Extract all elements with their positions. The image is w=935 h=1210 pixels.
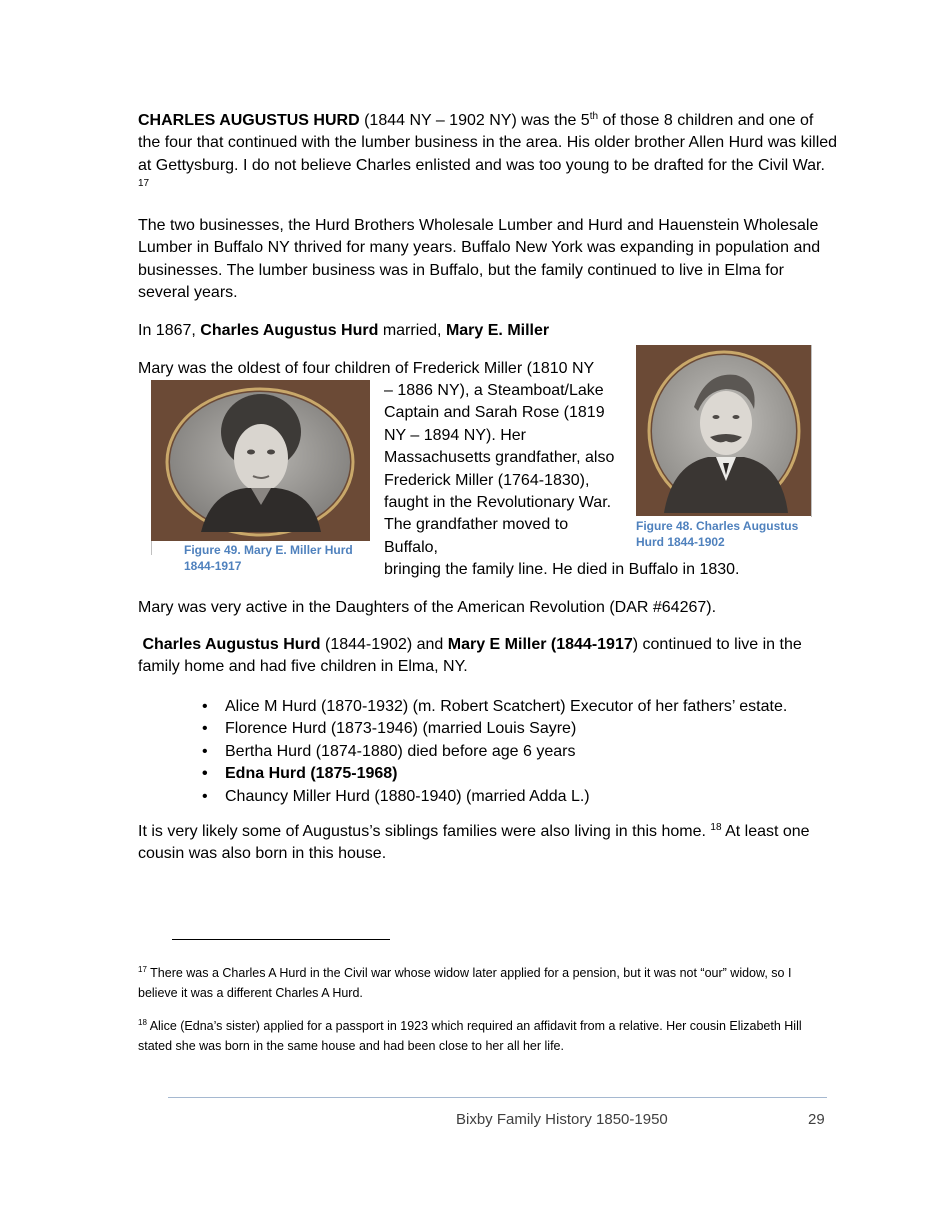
- paragraph-marriage: In 1867, Charles Augustus Hurd married, Mary E. Miller: [138, 322, 550, 339]
- portrait-charles-image: [636, 345, 812, 516]
- portrait-mary-miller-hurd: [151, 380, 370, 541]
- person-name: CHARLES AUGUSTUS HURD: [138, 112, 360, 129]
- caption-figure-49: Figure 49. Mary E. Miller Hurd 1844-1917: [184, 543, 353, 573]
- children-list: [200, 696, 840, 808]
- caption-figure-48: Figure 48. Charles Augustus Hurd 1844-1902: [636, 519, 799, 549]
- paragraph-mary-lineage-last: bringing the family line. He died in Buffalo in 1830.: [384, 561, 740, 578]
- paragraph-mary-lineage-wrap: – 1886 NY), a Steamboat/Lake Captain and Sarah Rose (1819 NY – 1894 NY). Her Massachusetts grandfather, also Frederick Miller (1764-1830), faught in the Revolutionary War. The grandfather moved to Buffalo,: [384, 382, 615, 556]
- paragraph-siblings: It is very likely some of Augustus’s siblings families were also living in this home. $^{18}$ At least one cousin was also born in this house.: [138, 822, 810, 863]
- paragraph-mary-lineage-line1: Mary was the oldest of four children of Frederick Miller (1810 NY: [138, 360, 595, 377]
- footnote-ref-18[interactable]: 18: [710, 822, 722, 833]
- footnote-ref-17[interactable]: 17: [138, 178, 150, 190]
- paragraph-dar: Mary was very active in the Daughters of the American Revolution (DAR #64267).: [138, 599, 717, 616]
- list-item: • Chauncy Miller Hurd (1880-1940) (married Adda L.): [200, 786, 840, 808]
- list-item: • Florence Hurd (1873-1946) (married Louis Sayre): [200, 718, 840, 740]
- paragraph-charles-intro: CHARLES AUGUSTUS HURD (1844 NY – 1902 NY) was the 5th of those 8 children and one of the four that continued with the lumber business in the area. His older brother Allen Hurd was killed at Gettysburg. I do not believe Charles enlisted and was too young to be drafted for the Civil War. $^{17}$: [138, 111, 838, 190]
- paragraph-businesses: The two businesses, the Hurd Brothers Wholesale Lumber and Hurd and Hauenstein Wholesale Lumber in Buffalo NY thrived for many years. Buffalo New York was expanding in population and businesses. The lumber business was in Buffalo, but the family continued to live in Elma for several years.: [138, 217, 821, 302]
- list-item: • Alice M Hurd (1870-1932) (m. Robert Scatchert) Executor of her fathers’ estate.: [200, 696, 840, 718]
- footer-rule: [168, 1097, 827, 1098]
- footer-title: Bixby Family History 1850-1950: [456, 1111, 668, 1128]
- page-number: 29: [808, 1111, 825, 1128]
- footnote-18: $^{18}$ Alice (Edna’s sister) applied for a passport in 1923 which required an affidavit from a relative. Her cousin Elizabeth Hill stated she was born in the same house and had been close to her all her life.: [138, 1018, 802, 1053]
- figure-49-frame-line: [151, 541, 152, 555]
- portrait-charles-augustus-hurd: [636, 345, 812, 516]
- list-item: • Edna Hurd (1875-1968): [200, 763, 840, 785]
- list-item: • Bertha Hurd (1874-1880) died before age 6 years: [200, 741, 840, 763]
- footnote-separator: [172, 939, 390, 940]
- figure-48-frame-line: [811, 345, 812, 517]
- portrait-mary-image: [151, 380, 370, 541]
- paragraph-family-home: Charles Augustus Hurd (1844-1902) and Mary E Miller (1844-1917) continued to live in the family home and had five children in Elma, NY.: [138, 636, 802, 676]
- footnote-17: $^{17}$ There was a Charles A Hurd in the Civil war whose widow later applied for a pension, but it was not “our” widow, so I believe it was a different Charles A Hurd.: [138, 965, 792, 1000]
